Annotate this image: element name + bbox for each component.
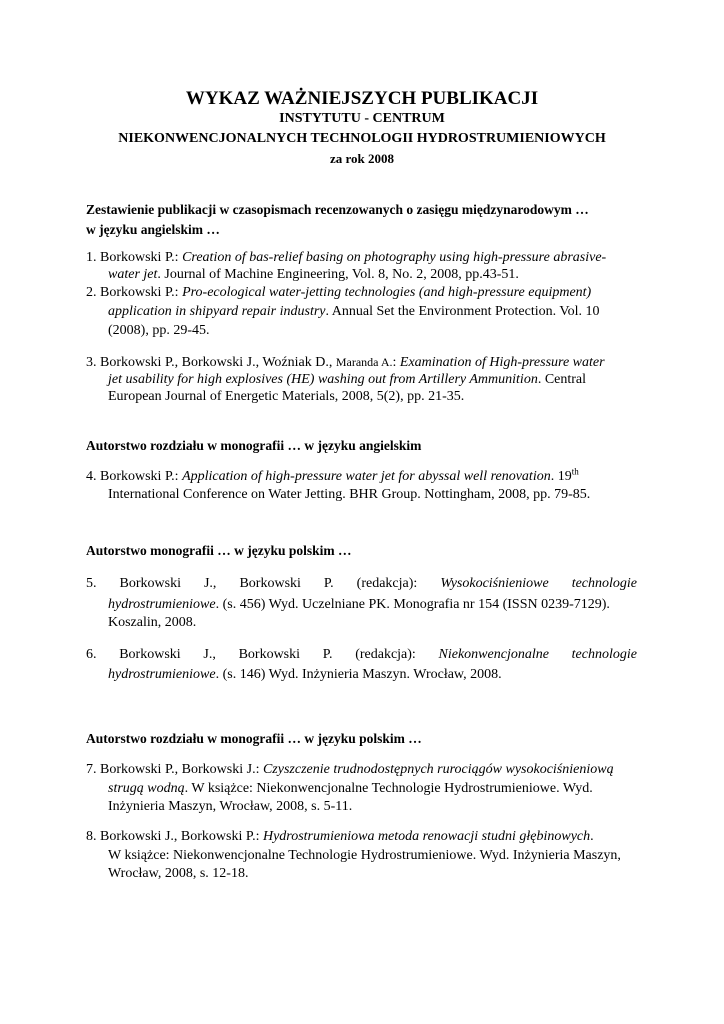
- publication-8: [86, 829, 594, 845]
- institute-line: INSTYTUTU - CENTRUM: [279, 111, 445, 126]
- pub-2-source-cont: (2008), pp. 29-45.: [108, 323, 210, 338]
- pub-6-word: Borkowski: [238, 647, 301, 662]
- pub-5-number: 5.: [86, 576, 97, 591]
- publication-3: [86, 355, 605, 371]
- pub-8-authors: 8. Borkowski J., Borkowski P.:: [86, 829, 263, 844]
- pub-7-authors: 7. Borkowski P., Borkowski J.:: [86, 762, 263, 777]
- pub-2-title: Pro-ecological water-jetting technologies (and high-pressure equipment): [182, 285, 592, 300]
- pub-5-word: P.: [323, 576, 334, 591]
- pub-1-title: Creation of bas-relief basing on photography using high-pressure abrasive-: [182, 250, 607, 265]
- pub-5-word: Borkowski: [239, 576, 301, 591]
- publication-7-cont: [108, 781, 593, 797]
- pub-7-source: . W książce: Niekonwencjonalne Technologie Hydrostrumieniowe. Wyd.: [184, 781, 593, 796]
- pub-6-word: (redakcja):: [355, 647, 416, 662]
- pub-3-author-last: Maranda A.: [335, 355, 393, 369]
- pub-4-authors: 4. Borkowski P.:: [86, 469, 183, 484]
- pub-5-title-word: Wysokociśnieniowe: [440, 576, 549, 591]
- pub-6-source: . (s. 146) Wyd. Inżynieria Maszyn. Wrocław, 2008.: [215, 667, 502, 682]
- pub-5-source: . (s. 456) Wyd. Uczelniane PK. Monografia nr 154 (ISSN 0239-7129).: [215, 597, 610, 612]
- pub-6-word: J.,: [203, 647, 216, 662]
- pub-5-word: (redakcja):: [356, 576, 418, 591]
- pub-7-source-cont: Inżynieria Maszyn, Wrocław, 2008, s. 5-11.: [108, 799, 353, 814]
- pub-3-title-cont: jet usability for high explosives (HE) washing out from Artillery Ammunition: [108, 372, 538, 387]
- publication-6-cont: [108, 667, 502, 683]
- publication-6: [86, 647, 637, 663]
- pub-4-edition: . 19: [550, 469, 572, 484]
- pub-3-colon: :: [392, 355, 400, 370]
- pub-4-edition-suffix: th: [571, 466, 579, 477]
- publication-1: [86, 250, 606, 266]
- pub-1-title-cont: water jet: [108, 267, 158, 282]
- pub-2-authors: 2. Borkowski P.:: [86, 285, 183, 300]
- pub-6-title-cont: hydrostrumieniowe: [108, 667, 216, 682]
- year-line: za rok 2008: [329, 151, 395, 166]
- pub-2-title-cont: application in shipyard repair industry: [108, 304, 326, 319]
- publication-7: [86, 762, 614, 778]
- pub-3-title: Examination of High-pressure water: [399, 355, 605, 370]
- publication-3-cont: [108, 372, 586, 388]
- institute-name: NIEKONWENCJONALNYCH TECHNOLOGII HYDROSTRUMIENIOWYCH: [118, 131, 606, 146]
- pub-5-title-cont: hydrostrumieniowe: [108, 597, 216, 612]
- pub-8-source: W książce: Niekonwencjonalne Technologie Hydrostrumieniowe. Wyd. Inżynieria Maszyn,: [108, 848, 621, 863]
- pub-3-authors: 3. Borkowski P., Borkowski J., Woźniak D.,: [86, 355, 336, 370]
- pub-1-authors: 1. Borkowski P.:: [86, 250, 183, 265]
- pub-3-source-cont: European Journal of Energetic Materials, 2008, 5(2), pp. 21-35.: [108, 389, 465, 404]
- publication-2-cont: [108, 304, 600, 320]
- pub-5-word: Borkowski: [119, 576, 181, 591]
- pub-8-title: Hydrostrumieniowa metoda renowacji studni głębinowych: [262, 829, 591, 844]
- publication-1-cont: [108, 267, 519, 283]
- pub-6-word: Borkowski: [119, 647, 181, 662]
- pub-7-title-cont: strugą wodną: [108, 781, 185, 796]
- publication-2: [86, 285, 591, 301]
- pub-6-number: 6.: [86, 647, 97, 662]
- publication-4: [86, 466, 579, 485]
- pub-4-title: Application of high-pressure water jet for abyssal well renovation: [182, 469, 551, 484]
- section-heading-journals-lang: w języku angielskim …: [86, 222, 220, 237]
- pub-8-period: .: [590, 829, 594, 844]
- pub-6-title-word: technologie: [571, 647, 637, 662]
- section-heading-chapter-en: Autorstwo rozdziału w monografii … w języku angielskim: [86, 438, 422, 453]
- publication-5: [86, 576, 637, 592]
- pub-6-title-word: Niekonwencjonalne: [438, 647, 549, 662]
- document-title: WYKAZ WAŻNIEJSZYCH PUBLIKACJI: [185, 88, 539, 109]
- pub-4-source: International Conference on Water Jetting. BHR Group. Nottingham, 2008, pp. 79-85.: [108, 487, 591, 502]
- pub-1-source: . Journal of Machine Engineering, Vol. 8, No. 2, 2008, pp.43-51.: [157, 267, 519, 282]
- pub-3-source: . Central: [537, 372, 587, 387]
- publication-5-cont: [108, 597, 610, 613]
- pub-8-source-cont: Wrocław, 2008, s. 12-18.: [108, 866, 249, 881]
- pub-7-title: Czyszczenie trudnodostępnych rurociągów wysokociśnieniową: [262, 762, 614, 777]
- section-heading-chapter-pl: Autorstwo rozdziału w monografii … w języku polskim …: [86, 731, 422, 746]
- pub-2-source: . Annual Set the Environment Protection. Vol. 10: [325, 304, 600, 319]
- section-heading-journals: Zestawienie publikacji w czasopismach recenzowanych o zasięgu międzynarodowym …: [86, 202, 589, 217]
- pub-5-word: J.,: [203, 576, 217, 591]
- pub-5-source-cont: Koszalin, 2008.: [108, 615, 197, 630]
- pub-5-title-word: technologie: [571, 576, 637, 591]
- section-heading-monograph-pl: Autorstwo monografii … w języku polskim …: [86, 543, 352, 558]
- pub-6-word: P.: [322, 647, 333, 662]
